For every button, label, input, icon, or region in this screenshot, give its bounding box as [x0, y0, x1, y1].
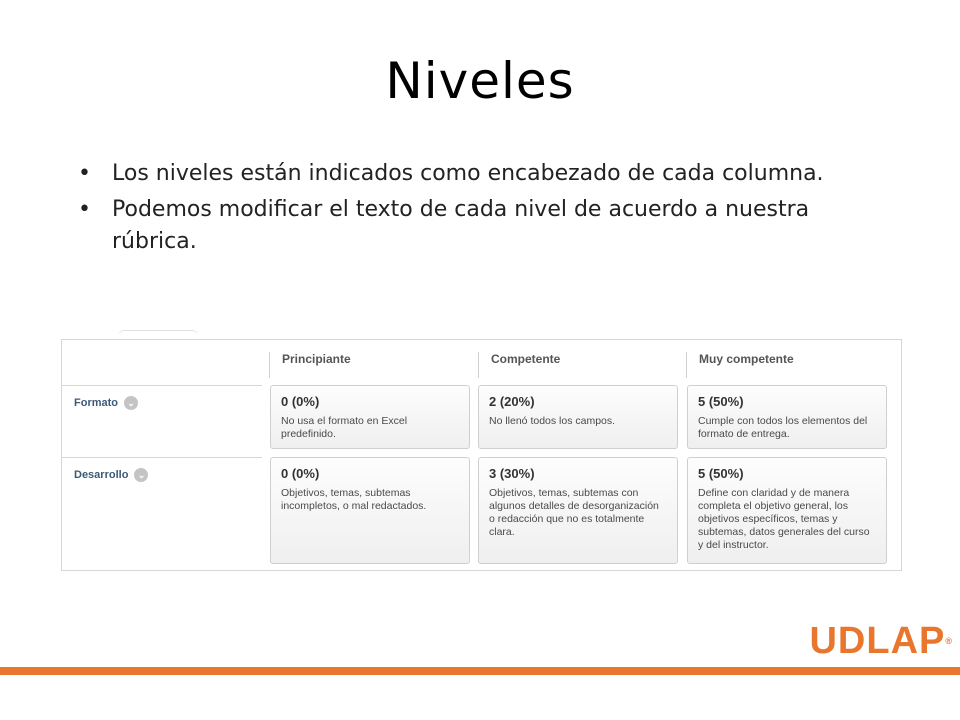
bullet-dot-icon: • [78, 161, 91, 186]
rubric-cell[interactable] [687, 457, 887, 564]
cell-description: Objetivos, temas, subtemas incompletos, o mal redactados. [281, 487, 427, 512]
rubric-cell[interactable] [478, 385, 678, 449]
cell-points: 5 (50%) [698, 466, 744, 481]
cell-description: Cumple con todos los elementos del formato de entrega. [698, 415, 868, 440]
bullet-text: Podemos modificar el texto de cada nivel de acuerdo a nuestra rúbrica. [112, 197, 810, 254]
bullet-item [78, 194, 878, 258]
cell-points: 5 (50%) [698, 394, 744, 409]
level-header-principiante[interactable]: Principiante [269, 352, 472, 378]
cell-points: 2 (20%) [489, 394, 535, 409]
criterion-formato[interactable] [62, 385, 262, 457]
udlap-logo [809, 622, 952, 660]
level-header-muy-competente[interactable]: Muy competente [686, 352, 889, 378]
cell-points: 0 (0%) [281, 394, 320, 409]
footer-accent-bar [0, 667, 960, 675]
criterion-label: Desarrollo [74, 468, 129, 481]
logo-text: UDLAP [809, 620, 946, 662]
rubric-cell[interactable] [270, 457, 470, 564]
cell-description: No usa el formato en Excel predefinido. [281, 415, 408, 440]
registered-mark: ® [945, 636, 952, 646]
rubric-table [61, 339, 902, 571]
rubric-cell[interactable] [687, 385, 887, 449]
chevron-down-icon[interactable]: ⌄ [134, 468, 148, 482]
bullet-dot-icon: • [78, 197, 91, 222]
criterion-desarrollo[interactable] [62, 457, 262, 571]
cell-description: No llenó todos los campos. [489, 415, 616, 427]
criterion-label: Formato [74, 396, 118, 409]
rubric-cell[interactable] [478, 457, 678, 564]
level-header-competente[interactable]: Competente [478, 352, 681, 378]
bullet-text: Los niveles están indicados como encabezado de cada columna. [112, 161, 824, 186]
rubric-cell[interactable] [270, 385, 470, 449]
slide-title: Niveles [385, 52, 575, 110]
bullet-list [78, 158, 878, 262]
cell-description: Define con claridad y de manera completa el objetivo general, los objetivos específicos, temas y subtemas, datos generales del curso y del instructor. [698, 487, 870, 551]
cell-points: 3 (30%) [489, 466, 535, 481]
bullet-item [78, 158, 878, 190]
cell-description: Objetivos, temas, subtemas con algunos detalles de desorganización o redacción que no es totalmente clara. [489, 487, 659, 538]
cell-points: 0 (0%) [281, 466, 320, 481]
chevron-down-icon[interactable]: ⌄ [124, 396, 138, 410]
